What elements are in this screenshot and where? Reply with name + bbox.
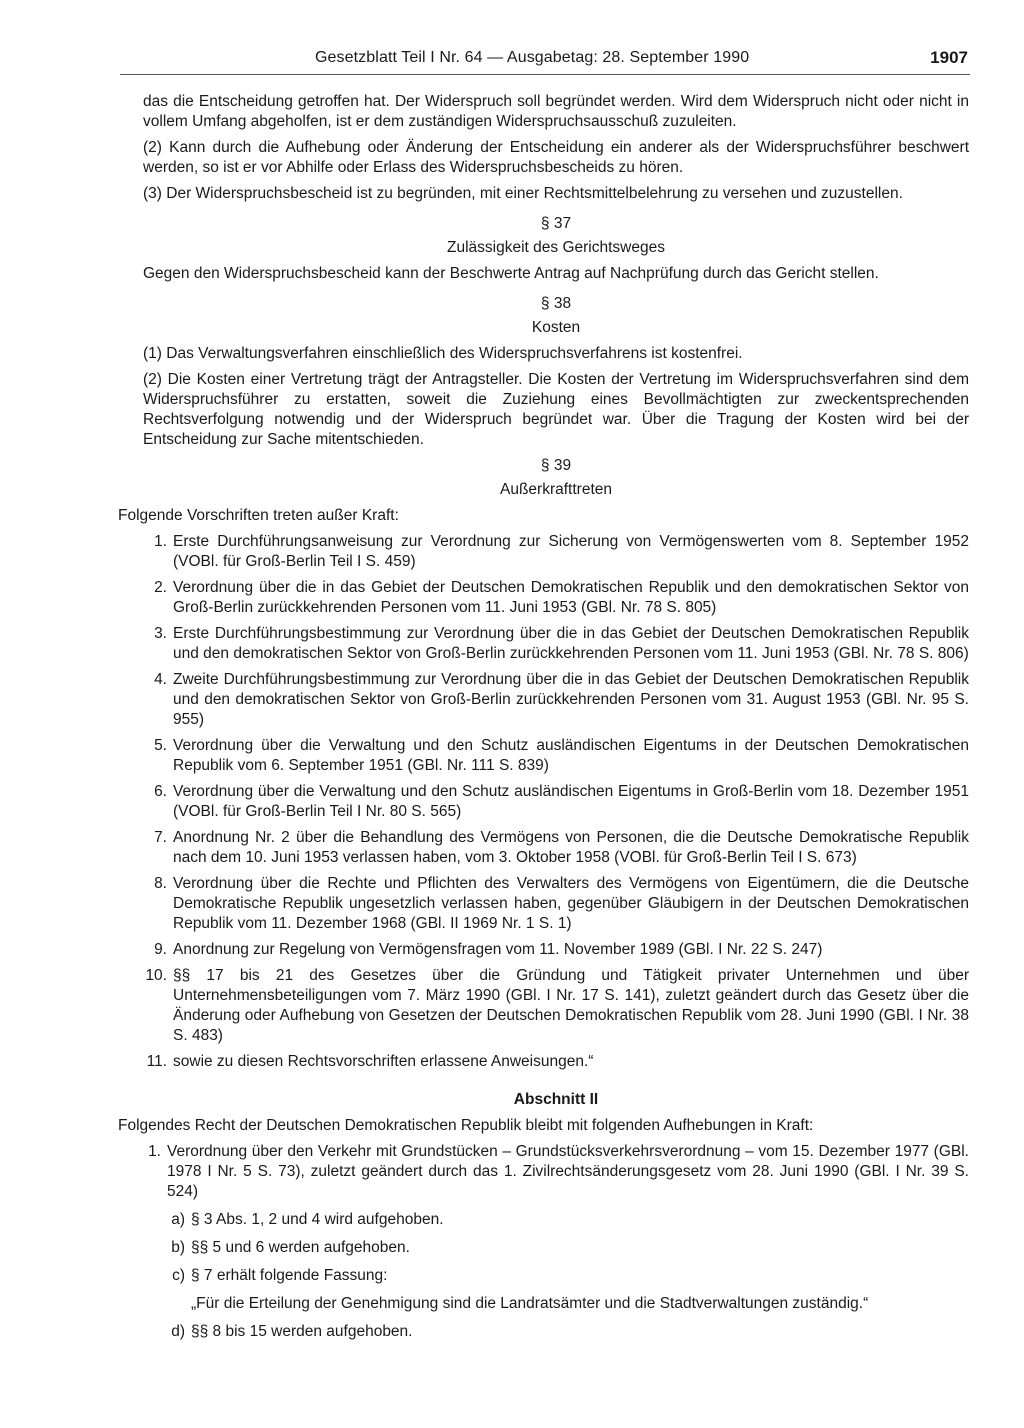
paragraph: (2) Kann durch die Aufhebung oder Änderung der Entscheidung ein anderer als der Widerspruchsführer beschwert werden, so ist er vor Abhilfe oder Erlass des Widerspruchsbescheids zu hören.: [143, 139, 969, 176]
section-number-37: § 37: [540, 215, 572, 232]
list-item: 2. Verordnung über die in das Gebiet der Deutschen Demokratischen Republik und den demokratischen Sektor von Groß-Berlin zurückkehrenden Personen vom 11. Juni 1953 (GBl. Nr. 78 S. 805): [154, 579, 969, 616]
sub-list-item: d) §§ 8 bis 15 werden aufgehoben.: [171, 1323, 413, 1340]
document-body: [118, 92, 969, 1350]
list-item: 3. Erste Durchführungsbestimmung zur Verordnung über die in das Gebiet der Deutschen Demokratischen Republik und den demokratischen Sektor von Groß-Berlin zurückkehrenden Personen vom 11. Juni 1953 (GBl. Nr. 78 S. 806): [154, 625, 969, 662]
list-lead: Folgendes Recht der Deutschen Demokratischen Republik bleibt mit folgenden Aufhebungen in Kraft:: [118, 1117, 814, 1134]
repeal-list: [143, 532, 969, 1072]
page-header: [120, 48, 970, 72]
paragraph: (3) Der Widerspruchsbescheid ist zu begründen, mit einer Rechtsmittelbelehrung zu versehen und zuzustellen.: [143, 185, 903, 202]
quoted-text: „Für die Erteilung der Genehmigung sind die Landratsämter und die Stadtverwaltungen zuständig.“: [191, 1295, 869, 1312]
paragraph: (1) Das Verwaltungsverfahren einschließlich des Widerspruchsverfahrens ist kostenfrei.: [143, 345, 743, 362]
list-item: 11. sowie zu diesen Rechtsvorschriften erlassene Anweisungen.“: [146, 1053, 594, 1070]
section-title-39: Außerkrafttreten: [500, 481, 612, 498]
list-item: 4. Zweite Durchführungsbestimmung zur Verordnung über die in das Gebiet der Deutschen Demokratischen Republik und den demokratischen Sektor von Groß-Berlin zurückkehrenden Personen vom 31. August 1953 (GBl. Nr. 95 S. 955): [154, 671, 969, 728]
paragraph: das die Entscheidung getroffen hat. Der Widerspruch soll begründet werden. Wird dem Widerspruch nicht oder nicht in vollem Umfang abgeholfen, ist er dem zuständigen Widerspruchsausschuß zuzuleiten.: [143, 93, 969, 130]
header-divider: [120, 74, 970, 75]
list-item: 7. Anordnung Nr. 2 über die Behandlung des Vermögens von Personen, die die Deutsche Demokratische Republik nach dem 10. Juni 1953 verlassen haben, vom 3. Oktober 1958 (VOBl. für Groß-Berlin Teil I S. 673): [154, 829, 969, 866]
section-title-37: Zulässigkeit des Gerichtsweges: [447, 239, 665, 256]
list-item: 1. Verordnung über den Verkehr mit Grundstücken – Grundstücksverkehrsverordnung – vom 15. Dezember 1977 (GBl. 1978 I Nr. 5 S. 73), zuletzt geändert durch das 1. Zivilrechtsänderungsgesetz vom 28. Juni 1990 (GBl. I Nr. 39 S. 524) a) § 3 Abs. 1, 2 und 4 wird aufgehoben. b) §§ 5 und 6 werden aufgehoben. c) § 7 erhält folgende Fassung: „Für die Erteilung der Genehmigung sind die Landratsämter und die Stadtverwaltungen zuständig.“ d) §§ 8 bis 15 werden aufgehoben.: [148, 1143, 969, 1340]
list-item: 8. Verordnung über die Rechte und Pflichten des Verwalters des Vermögens von Eigentümern, die die Deutsche Demokratische Republik ungesetzlich verlassen haben, gegenüber Gläubigern in der Deutschen Demokratischen Republik vom 11. Dezember 1968 (GBl. II 1969 Nr. 1 S. 1): [154, 875, 969, 932]
list-item: 10. §§ 17 bis 21 des Gesetzes über die Gründung und Tätigkeit privater Unternehmen und über Unternehmensbeteiligungen vom 7. März 1990 (GBl. I Nr. 17 S. 141), zuletzt geändert durch das Gesetz über die Änderung oder Aufhebung von Gesetzen der Deutschen Demokratischen Republik vom 28. Juni 1990 (GBl. I Nr. 38 S. 483): [145, 967, 969, 1044]
header-title: Gesetzblatt Teil I Nr. 64 — Ausgabetag: 28. September 1990: [315, 49, 750, 66]
list-lead: Folgende Vorschriften treten außer Kraft:: [118, 507, 399, 524]
page-number: 1907: [930, 48, 968, 67]
sub-list: [167, 1210, 969, 1342]
paragraph: Gegen den Widerspruchsbescheid kann der Beschwerte Antrag auf Nachprüfung durch das Gericht stellen.: [143, 265, 879, 282]
sub-list-item: c) § 7 erhält folgende Fassung: „Für die Erteilung der Genehmigung sind die Landratsämter und die Stadtverwaltungen zuständig.“: [167, 1266, 969, 1314]
sub-list-item: b) §§ 5 und 6 werden aufgehoben.: [171, 1239, 410, 1256]
section-heading: Abschnitt II: [513, 1091, 599, 1108]
amendment-list: [143, 1142, 969, 1342]
section-number-39: § 39: [540, 457, 572, 474]
list-item: 9. Anordnung zur Regelung von Vermögensfragen vom 11. November 1989 (GBl. I Nr. 22 S. 247): [154, 941, 823, 958]
list-item: 6. Verordnung über die Verwaltung und den Schutz ausländischen Eigentums in Groß-Berlin vom 18. Dezember 1951 (VOBl. für Groß-Berlin Teil I Nr. 80 S. 565): [154, 783, 969, 820]
paragraph: (2) Die Kosten einer Vertretung trägt der Antragsteller. Die Kosten der Vertretung im Widerspruchsverfahren sind dem Widerspruchsführer zu erstatten, soweit die Zuziehung eines Bevollmächtigten zur zweckentsprechenden Rechtsverfolgung notwendig und der Widerspruch begründet war. Über die Tragung der Kosten wird bei der Entscheidung zur Sache mitentschieden.: [143, 371, 969, 448]
list-item: 1. Erste Durchführungsanweisung zur Verordnung zur Sicherung von Vermögenswerten vom 8. September 1952 (VOBl. für Groß-Berlin Teil I S. 459): [154, 533, 969, 570]
list-item: 5. Verordnung über die Verwaltung und den Schutz ausländischen Eigentums in der Deutschen Demokratischen Republik vom 6. September 1951 (GBl. Nr. 111 S. 839): [154, 737, 969, 774]
section-number-38: § 38: [540, 295, 572, 312]
sub-list-item: a) § 3 Abs. 1, 2 und 4 wird aufgehoben.: [171, 1211, 444, 1228]
section-title-38: Kosten: [531, 319, 581, 336]
